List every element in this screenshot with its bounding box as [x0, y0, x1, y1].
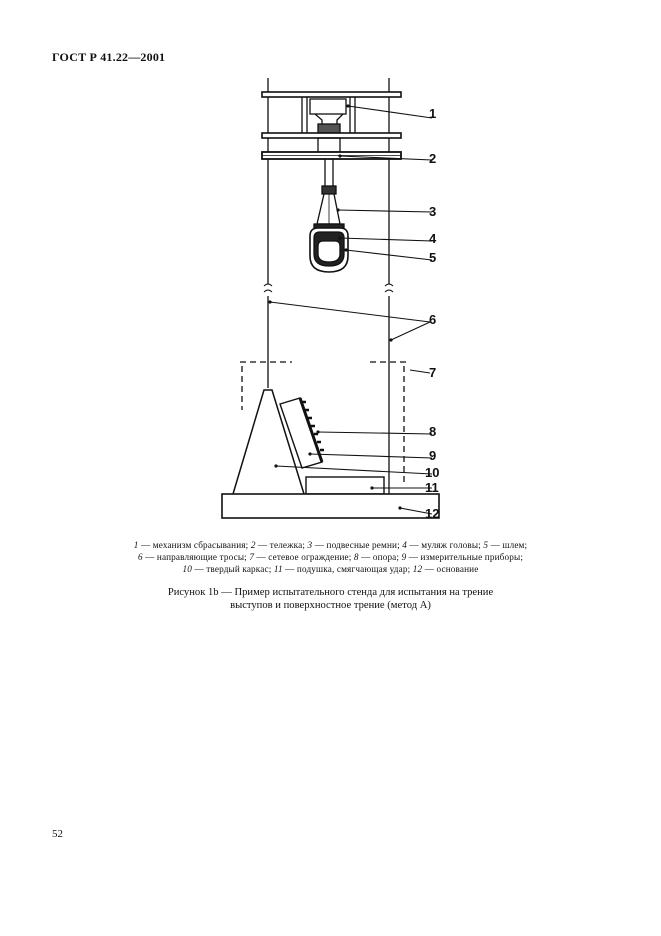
callout-3: 3: [429, 204, 437, 219]
callout-12: 12: [425, 506, 440, 521]
legend-line-1: [100, 539, 561, 551]
impact-cushion: [306, 477, 384, 494]
callout-2: 2: [429, 151, 437, 166]
callout-8: 8: [429, 424, 437, 439]
drop-mechanism: [262, 92, 401, 138]
legend-key-6: 6: [137, 552, 143, 562]
legend-key-7: 7: [249, 552, 255, 562]
legend-text: — муляж головы;: [407, 540, 484, 550]
legend-text: — опора;: [358, 552, 402, 562]
legend-key-5: 5: [483, 540, 489, 550]
callout-1: 1: [429, 106, 437, 121]
suspension-straps: [317, 159, 340, 224]
legend-line-2: [100, 551, 561, 563]
callout-10: 10: [425, 465, 440, 480]
caption-line-2: выступов и поверхностное трение (метод А): [230, 599, 431, 611]
legend-key-8: 8: [353, 552, 359, 562]
callout-4: 4: [429, 231, 437, 246]
callout-7: 7: [429, 365, 437, 380]
legend-key-2: 2: [250, 540, 256, 550]
figure-legend: [100, 539, 561, 575]
headform-and-helmet: [310, 224, 348, 272]
legend-key-9: 9: [401, 552, 407, 562]
legend-text: — сетевое ограждение;: [254, 552, 354, 562]
figure-caption: [110, 587, 551, 612]
caption-line-1: Рисунок 1b — Пример испытательного стенда для испытания на трение: [167, 587, 494, 598]
callout-5: 5: [429, 250, 437, 265]
legend-key-11: 11: [273, 564, 283, 574]
legend-text: — механизм сбрасывания;: [138, 540, 251, 550]
legend-key-12: 12: [412, 564, 423, 574]
legend-line-3: [100, 563, 561, 575]
legend-text: — измерительные приборы;: [406, 552, 524, 562]
callout-11: 11: [425, 480, 439, 495]
legend-text: — шлем;: [488, 540, 528, 550]
legend-key-1: 1: [133, 540, 139, 550]
legend-text: — основание: [422, 564, 479, 574]
callout-9: 9: [429, 448, 437, 463]
legend-text: — тележка;: [255, 540, 308, 550]
legend-key-3: 3: [307, 540, 313, 550]
legend-text: — подвесные ремни;: [312, 540, 403, 550]
page-number: 52: [52, 828, 63, 840]
legend-text: — подушка, смягчающая удар;: [282, 564, 413, 574]
base: [222, 494, 439, 518]
legend-text: — направляющие тросы;: [142, 552, 250, 562]
callout-6: 6: [429, 312, 437, 327]
trolley: [262, 138, 401, 159]
document-header: ГОСТ Р 41.22—2001: [52, 50, 166, 64]
legend-key-10: 10: [182, 564, 193, 574]
legend-key-4: 4: [402, 540, 408, 550]
legend-text: — твердый каркас;: [192, 564, 274, 574]
